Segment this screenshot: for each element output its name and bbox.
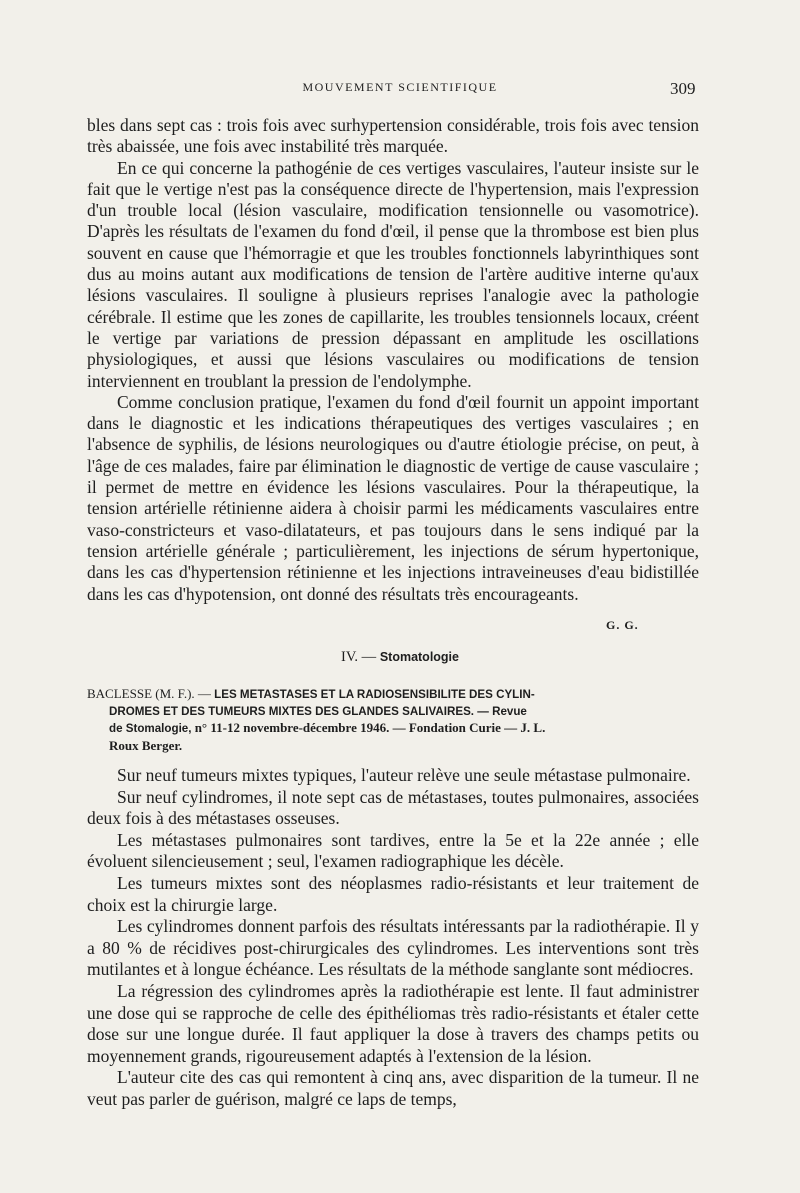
paragraph: bles dans sept cas : trois fois avec surhypertension considérable, trois fois avec tension très abaissée, une fois avec instabilité très marquée. <box>87 115 699 157</box>
signature: G. G. <box>606 618 639 632</box>
abstract-paragraph: Les métastases pulmonaires sont tardives, entre la 5e et la 22e année ; elle évoluent silencieusement ; seul, l'examen radiographique les décèle. <box>87 829 699 872</box>
section-heading <box>0 649 800 666</box>
page-number: 309 <box>670 79 696 98</box>
reference-journal: de Stomalogie, <box>109 722 192 735</box>
paragraph: Comme conclusion pratique, l'examen du fond d'œil fournit un appoint important dans le diagnostic et les indications thérapeutiques des vertiges vasculaires ; en l'absence de syphilis, de lésions neurologiques ou d'autre étiologie précise, on peut, à l'âge de ces malades, faire par élimination le diagnostic de vertige de cause vasculaire ; il permet de mettre en évidence les lésions vasculaires. Pour la thérapeutique, la tension artérielle rétinienne aidera à choisir parmi les médicaments vasculaires entre vaso-constricteurs et vaso-dilatateurs, et pas toujours dans le sens indiqué par la tension artérielle générale ; particulièrement, les injections de sérum hypertonique, dans les cas d'hypertension rétinienne et les injections intraveineuses d'eau bidistillée dans les cas d'hypotension, ont donné des résultats très encourageants. <box>87 391 699 604</box>
abstract-paragraph: Sur neuf cylindromes, il note sept cas de métastases, toutes pulmonaires, associées deux fois à des métastases osseuses. <box>87 786 699 829</box>
running-title: MOUVEMENT SCIENTIFIQUE <box>302 80 498 94</box>
reference-issue: n° 11-12 novembre-décembre 1946. — Fondation Curie — J. L. <box>194 720 546 735</box>
abstract-paragraph: Les cylindromes donnent parfois des résultats intéressants par la radiothérapie. Il y a 80 % de récidives post-chirurgicales des cylindromes. Les interventions sont très mutilantes et à longue échéance. Les résultats de la méthode sanglante sont médiocres. <box>87 916 699 980</box>
bibliographic-reference <box>87 686 699 755</box>
reference-authors-end: Roux Berger. <box>109 737 183 753</box>
reference-title-line1: LES METASTASES ET LA RADIOSENSIBILITE DES CYLIN- <box>214 688 535 701</box>
abstract-paragraph: Sur neuf tumeurs mixtes typiques, l'auteur relève une seule métastase pulmonaire. <box>117 765 691 785</box>
reference-author: BACLESSE (M. F.). — <box>87 686 211 701</box>
reference-journal-word: Revue <box>492 704 527 718</box>
abstract-paragraph: La régression des cylindromes après la radiothérapie est lente. Il faut administrer une dose qui se rapproche de celle des épithéliomas très radio-résistants et étaler cette dose sur une longue durée. Il faut appliquer la dose à travers des champs petits ou moyennement grands, rigoureusement adaptés à l'extension de la lésion. <box>87 980 699 1066</box>
abstract-paragraph: Les tumeurs mixtes sont des néoplasmes radio-résistants et leur traitement de choix est la chirurgie large. <box>87 872 699 915</box>
reference-title-line2: DROMES ET DES TUMEURS MIXTES DES GLANDES SALIVAIRES. — <box>109 704 489 718</box>
paragraph: En ce qui concerne la pathogénie de ces vertiges vasculaires, l'auteur insiste sur le fait que le vertige n'est pas la conséquence directe de l'hypertension, mais l'expression d'un trouble local (lésion vasculaire, modification tensionnelle ou vasomotrice). D'après les résultats de l'examen du fond d'œil, il pense que la thrombose est bien plus souvent en cause que l'hémorragie et que les troubles fonctionnels labyrinthiques sont dus au moins autant aux modifications de tension de l'artère auditive interne qu'aux lésions vasculaires. Il souligne à plusieurs reprises l'analogie avec la pathologie cérébrale. Il estime que les zones de capillarite, les troubles tensionnels locaux, créent le vertige par variations de pression dépassant en amplitude les oscillations physiologiques, et aussi que lésions vasculaires ou modifications de tension interviennent en troublant la pression de l'endolymphe. <box>87 157 699 391</box>
section-number: IV. — <box>341 649 377 665</box>
body-text <box>87 115 699 605</box>
reference-rest <box>87 704 699 756</box>
abstract-paragraph: L'auteur cite des cas qui remontent à cinq ans, avec disparition de la tumeur. Il ne veut pas parler de guérison, malgré ce laps de temps, <box>87 1067 699 1109</box>
section-title: Stomatologie <box>379 650 459 664</box>
abstract-text <box>87 765 699 1111</box>
